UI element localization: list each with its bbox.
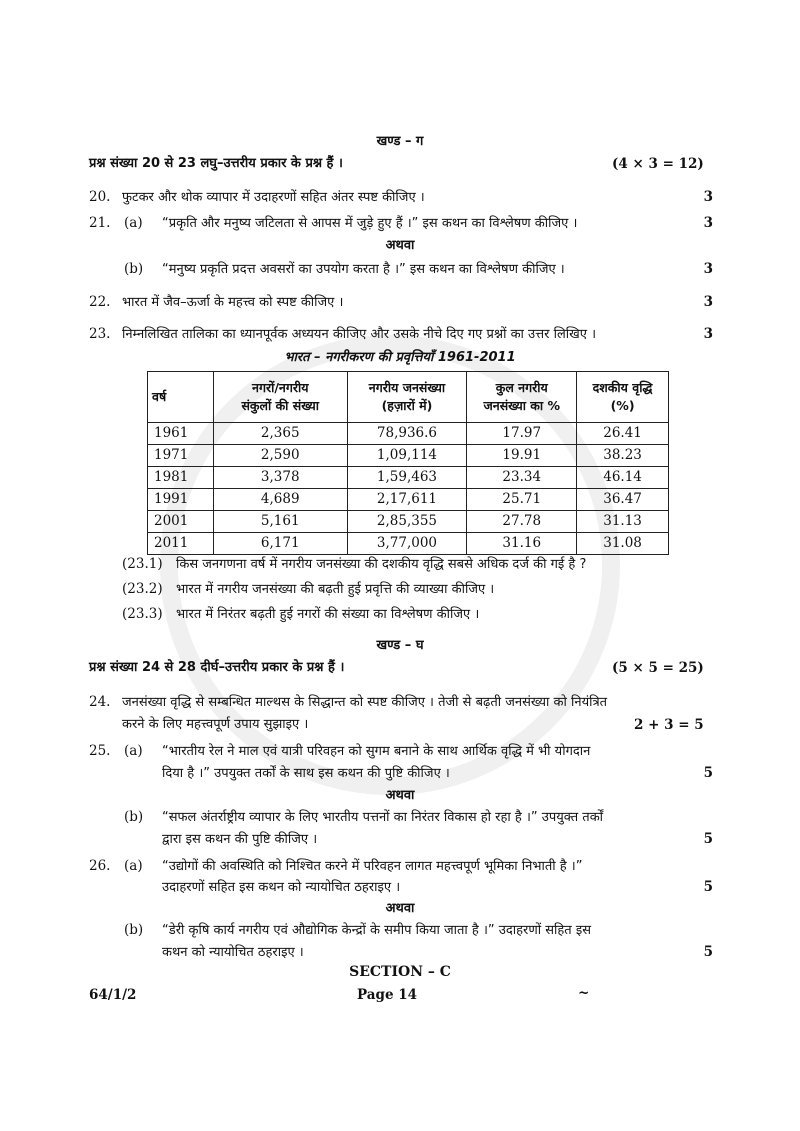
question-26a-line1: “उद्योगों की अवस्थिति को निश्चित करने में परिवहन लागत महत्त्वपूर्ण भूमिका निभाती है ।” [162,859,583,874]
section-g-instruction: प्रश्न संख्या 20 से 23 लघु–उत्तरीय प्रकार के प्रश्न हैं । [89,156,343,171]
question-24-line1: जनसंख्या वृद्धि से सम्बन्धित माल्थस के सिद्धान्त को स्पष्ट कीजिए । तेजी से बढ़ती जनसंख्या को नियंत्रित [122,695,608,710]
or-separator-25: अथवा [385,788,415,803]
question-24-marks: 2 + 3 = 5 [634,717,704,733]
cell-year: 1981 [148,467,214,489]
footer-tilde-mark: ~ [578,985,590,1001]
cell-percent: 17.97 [467,423,577,445]
cell-year: 1991 [148,489,214,511]
table-row [148,489,669,511]
cell-population: 2,17,611 [347,489,467,511]
cell-growth: 36.47 [577,489,669,511]
question-number-23: 23. [89,326,111,342]
section-gh-instruction: प्रश्न संख्या 24 से 28 दीर्घ–उत्तरीय प्रकार के प्रश्न हैं । [89,660,345,675]
cell-growth: 26.41 [577,423,669,445]
question-21b-label: (b) [124,261,144,277]
or-separator-26: अथवा [385,901,415,916]
cell-towns: 5,161 [213,511,347,533]
question-26b-marks: 5 [703,944,713,960]
cell-population: 1,09,114 [347,445,467,467]
subquestion-23-3-label: (23.3) [122,606,163,622]
question-21a-label: (a) [124,215,143,231]
table-row [148,467,669,489]
question-number-22: 22. [89,294,111,310]
subquestion-23-2-text: भारत में नगरीय जनसंख्या की बढ़ती हुई प्रवृत्ति की व्याख्या कीजिए । [176,582,495,597]
question-number-24: 24. [89,694,111,710]
section-heading-g: खण्ड – ग [376,134,424,149]
table-row [148,445,669,467]
question-21a-marks: 3 [703,215,713,231]
cell-percent: 31.16 [467,533,577,555]
or-separator-21: अथवा [385,238,415,253]
cell-percent: 19.91 [467,445,577,467]
cell-towns: 2,365 [213,423,347,445]
question-number-26: 26. [89,858,111,874]
question-23-text: निम्नलिखित तालिका का ध्यानपूर्वक अध्ययन कीजिए और उसके नीचे दिए गए प्रश्नों का उत्तर लिखिए । [122,327,597,342]
next-section-heading: SECTION – C [349,964,451,980]
question-number-20: 20. [89,189,111,205]
question-21b-marks: 3 [703,261,713,277]
question-number-21: 21. [89,215,111,231]
question-25a-label: (a) [124,743,143,759]
subquestion-23-3-text: भारत में निरंतर बढ़ती हुई नगरों की संख्या का विश्लेषण कीजिए । [176,607,480,622]
cell-towns: 6,171 [213,533,347,555]
cell-towns: 2,590 [213,445,347,467]
section-gh-marks: (5 × 5 = 25) [612,660,704,676]
question-25a-line2: दिया है ।” उपयुक्त तर्कों के साथ इस कथन की पुष्टि कीजिए । [162,766,450,781]
table-row [148,423,669,445]
question-22-marks: 3 [703,294,713,310]
cell-population: 2,85,355 [347,511,467,533]
header-year: वर्ष [148,372,214,423]
subquestion-23-1-label: (23.1) [122,556,163,572]
question-26a-label: (a) [124,858,143,874]
question-23-marks: 3 [703,326,713,342]
header-towns-count: नगरों/नगरीय संकुलों की संख्या [213,372,347,423]
cell-population: 1,59,463 [347,467,467,489]
question-26a-marks: 5 [703,879,713,895]
question-26b-label: (b) [124,922,144,938]
cell-population: 3,77,000 [347,533,467,555]
cell-percent: 23.34 [467,467,577,489]
question-24-line2: करने के लिए महत्त्वपूर्ण उपाय सुझाइए । [122,717,309,732]
question-20-text: फुटकर और थोक व्यापार में उदाहरणों सहित अंतर स्पष्ट कीजिए । [122,190,425,205]
table-header-row [148,372,669,423]
question-26b-line1: “डेरी कृषि कार्य नगरीय एवं औद्योगिक केन्द्रों के समीप किया जाता है ।” उदाहरणों सहित इस [162,923,592,938]
question-number-25: 25. [89,743,111,759]
cell-growth: 46.14 [577,467,669,489]
table-title: भारत – नगरीकरण की प्रवृत्तियाँ 1961-2011 [284,350,516,365]
cell-population: 78,936.6 [347,423,467,445]
header-urban-percent: कुल नगरीय जनसंख्या का % [467,372,577,423]
subquestion-23-2-label: (23.2) [122,581,163,597]
cell-percent: 27.78 [467,511,577,533]
cell-year: 2001 [148,511,214,533]
question-21b-text: “मनुष्य प्रकृति प्रदत्त अवसरों का उपयोग करता है ।” इस कथन का विश्लेषण कीजिए । [162,262,565,277]
subquestion-23-1-text: किस जनगणना वर्ष में नगरीय जनसंख्या की दशकीय वृद्धि सबसे अधिक दर्ज की गई है ? [176,557,587,572]
question-25a-marks: 5 [703,765,713,781]
header-decadal-growth: दशकीय वृद्धि (%) [577,372,669,423]
table-row [148,511,669,533]
question-26a-line2: उदाहरणों सहित इस कथन को न्यायोचित ठहराइए । [162,880,401,895]
question-25b-label: (b) [124,809,144,825]
footer-page-number: Page 14 [357,987,418,1003]
cell-year: 1971 [148,445,214,467]
cell-growth: 31.08 [577,533,669,555]
question-22-text: भारत में जैव–ऊर्जा के महत्त्व को स्पष्ट कीजिए । [122,295,344,310]
cell-growth: 38.23 [577,445,669,467]
cell-year: 1961 [148,423,214,445]
table-row [148,533,669,555]
question-25b-line1: “सफल अंतर्राष्ट्रीय व्यापार के लिए भारतीय पत्तनों का निरंतर विकास हो रहा है ।” उपयुक्त तर्कों [162,810,604,825]
section-g-marks: (4 × 3 = 12) [612,156,704,172]
question-21a-text: “प्रकृति और मनुष्य जटिलता से आपस में जुड़े हुए हैं ।” इस कथन का विश्लेषण कीजिए । [162,216,578,231]
question-25b-line2: द्वारा इस कथन की पुष्टि कीजिए । [162,832,318,847]
question-25a-line1: “भारतीय रेल ने माल एवं यात्री परिवहन को सुगम बनाने के साथ आर्थिक वृद्धि में भी योगदान [162,744,591,759]
footer-paper-code: 64/1/2 [89,987,137,1003]
cell-year: 2011 [148,533,214,555]
urbanisation-table [147,371,669,555]
header-urban-population: नगरीय जनसंख्या (हज़ारों में) [347,372,467,423]
question-26b-line2: कथन को न्यायोचित ठहराइए । [162,945,304,960]
question-20-marks: 3 [703,189,713,205]
cell-towns: 4,689 [213,489,347,511]
cell-percent: 25.71 [467,489,577,511]
section-heading-gh: खण्ड – घ [376,638,424,653]
cell-growth: 31.13 [577,511,669,533]
cell-towns: 3,378 [213,467,347,489]
question-25b-marks: 5 [703,831,713,847]
